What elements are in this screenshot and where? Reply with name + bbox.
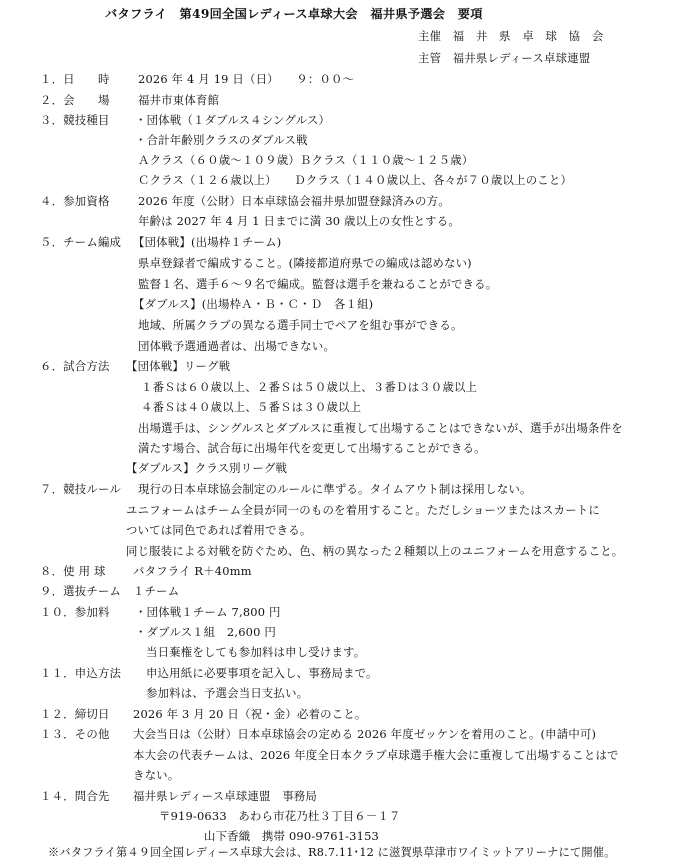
section-date-text: 2026 年 4 月 19 日（日） ９：００～ (138, 72, 355, 86)
section-contact-line: 福井県レディース卓球連盟 事務局 (133, 789, 317, 803)
section-events-heading: ３．競技種目 (40, 113, 110, 127)
section-format-heading: ６．試合方法 (40, 359, 110, 373)
section-events-line: Ａクラス（６０歳～１０９歳）Ｂクラス（１１０歳～１２５歳） (138, 153, 474, 167)
section-contact-line: 〒919-0633 あわら市花乃杜３丁目６－１７ (159, 809, 401, 823)
section-format-line: 【ダブルス】クラス別リーグ戦 (126, 461, 288, 475)
section-deadline-heading: １２．締切日 (40, 707, 110, 721)
section-fee-line: 当日棄権をしても参加料は申し受けます。 (146, 645, 366, 659)
section-rules-line: ユニフォームはチーム全員が同一のものを着用すること。ただしショーツまたはスカートに (126, 503, 600, 517)
section-fee-line: ・ダブルス１組 2,600 円 (135, 625, 276, 639)
section-format-line: 【団体戦】リーグ戦 (126, 359, 231, 373)
section-selection-heading: ９．選抜チーム (40, 584, 122, 598)
section-contact-line: 山下香織 携帯 090-9761-3153 (204, 829, 379, 843)
document-title: バタフライ 第49回全国レディース卓球大会 福井県予選会 要項 (105, 7, 483, 21)
section-team-line: 地域、所属クラブの異なる選手同士でペアを組む事ができる。 (138, 318, 463, 332)
section-format-line: １番Ｓは６０歳以上、２番Ｓは５０歳以上、３番Ｄは３０歳以上 (141, 380, 478, 394)
section-format-line: 出場選手は、シングルスとダブルスに重複して出場することはできないが、選手が出場条件を (138, 421, 623, 435)
section-date-heading: １．日 時 (40, 72, 110, 86)
section-apply-heading: １１．申込方法 (40, 666, 122, 680)
section-format-line: 満たす場合、試合毎に出場年代を変更して出場することができる。 (138, 441, 486, 455)
section-venue-heading: ２．会 場 (40, 93, 110, 107)
section-team-line: 【ダブルス】(出場枠Ａ・Ｂ・Ｃ・Ｄ 各１組) (133, 297, 374, 311)
section-contact-heading: １４．問合先 (40, 789, 110, 803)
section-rules-line: 現行の日本卓球協会制定のルールに準ずる。タイムアウト制は採用しない。 (138, 482, 532, 496)
section-eligibility-line: 年齢は 2027 年 4 月 1 日までに満 30 歳以上の女性とする。 (138, 214, 460, 228)
section-ball-text: バタフライ R＋40mm (133, 564, 252, 578)
section-fee-heading: １０．参加料 (40, 605, 110, 619)
section-fee-line: ・団体戦１チーム 7,800 円 (135, 605, 281, 619)
section-format-line: ４番Ｓは４０歳以上、５番Ｓは３０歳以上 (141, 400, 362, 414)
section-rules-line: 同じ服装による対戦を防ぐため、色、柄の異なった２種類以上のユニフォームを用意すること。 (126, 544, 624, 558)
section-other-line: 本大会の代表チームは、2026 年度全日本クラブ卓球選手権大会に重複して出場することはで (133, 748, 619, 762)
section-other-line: 大会当日は（公財）日本卓球協会の定める 2026 年度ゼッケンを着用のこと。(申請中可) (133, 727, 597, 741)
section-events-line: ・団体戦（１ダブルス４シングルス） (135, 113, 331, 127)
section-deadline-text: 2026 年 3 月 20 日（祝・金）必着のこと。 (133, 707, 367, 721)
section-apply-line: 参加料は、予選会当日支払い。 (146, 686, 309, 700)
section-team-line: 【団体戦】(出場枠１チーム) (133, 235, 282, 249)
footer-note: ※バタフライ第４９回全国レディース卓球大会は、R8.7.11･12 に滋賀県草津市ワイミットアリーナにて開催。 (48, 846, 616, 859)
section-eligibility-line: 2026 年度（公財）日本卓球協会福井県加盟登録済みの方。 (138, 194, 450, 208)
section-events-line: Ｃクラス（１２６歳以上） Ｄクラス（１４０歳以上、各々が７０歳以上のこと） (138, 173, 573, 187)
section-venue-text: 福井市東体育館 (138, 93, 220, 107)
section-selection-text: １チーム (133, 584, 180, 598)
section-events-line: ・合計年齢別クラスのダブルス戦 (135, 133, 308, 147)
organizer-host: 主催 福 井 県 卓 球 協 会 (418, 29, 604, 43)
section-rules-line: ついては同色であれば着用できる。 (126, 523, 312, 537)
section-team-line: 監督１名、選手６～９名で編成。監督は選手を兼ねることができる。 (138, 277, 498, 291)
section-rules-heading: ７．競技ルール (40, 482, 121, 496)
section-team-heading: ５．チーム編成 (40, 235, 122, 249)
section-apply-line: 申込用紙に必要事項を記入し、事務局まで。 (146, 666, 378, 680)
section-other-line: きない。 (133, 768, 180, 782)
section-team-line: 団体戦予選通過者は、出場できない。 (138, 339, 336, 353)
section-team-line: 県卓登録者で編成すること。(隣接都道府県での編成は認めない) (138, 256, 472, 270)
organizer-manager: 主管 福井県レディース卓球連盟 (418, 51, 591, 65)
section-eligibility-heading: ４．参加資格 (40, 194, 110, 208)
section-other-heading: １３．その他 (40, 727, 110, 741)
section-ball-heading: ８．使 用 球 (40, 564, 106, 578)
